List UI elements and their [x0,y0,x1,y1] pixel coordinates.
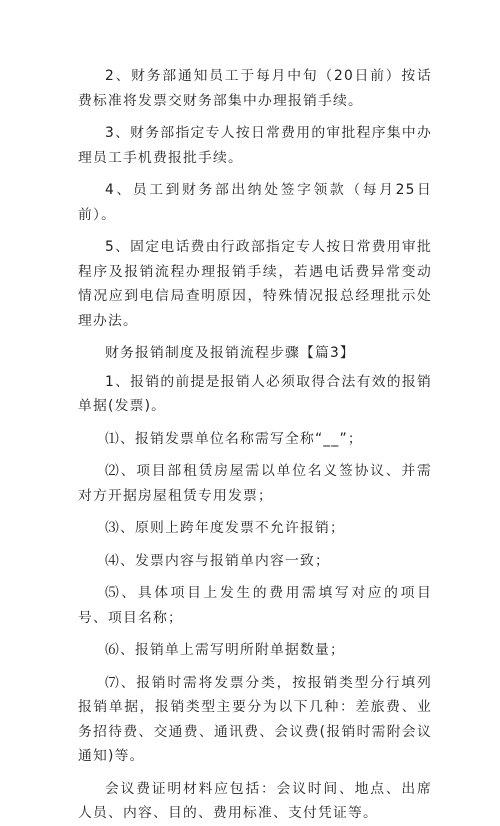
list-item-4: ⑷、发票内容与报销单内容一致； [105,552,330,569]
paragraph-3: 3、财务部指定专人按日常费用的审批程序集中办理员工手机费报批手续。 [78,125,432,166]
list-item-7: ⑺、报销时需将发票分类，按报销类型分行填列报销单据，报销类型主要分为以下几种：差旅费、业务招待费、交通费、通讯费、会议费(报销时需附会议通知)等。 [78,674,432,764]
paragraph-2: 2、财务部通知员工于每月中旬（20日前）按话费标准将发票交财务部集中办理报销手续。 [78,68,432,109]
document-body [78,64,432,826]
list-item-6: ⑹、报销单上需写明所附单据数量； [105,642,345,658]
meeting-fee-materials: 会议费证明材料应包括：会议时间、地点、出席人员、内容、目的、费用标准、支付凭证等。 [78,780,432,821]
section-heading: 财务报销制度及报销流程步骤【篇3】 [105,345,355,361]
paragraph-requirement-1: 1、报销的前提是报销人必须取得合法有效的报销单据(发票)。 [78,373,432,414]
paragraph-4: 4、员工到财务部出纳处签字领款（每月25日前）。 [78,182,432,223]
list-item-5: ⑸、具体项目上发生的费用需填写对应的项目号、项目名称； [78,585,432,626]
list-item-2: ⑵、项目部租赁房屋需以单位名义签协议、并需对方开据房屋租赁专用发票； [78,463,432,504]
paragraph-5: 5、固定电话费由行政部指定专人按日常费用审批程序及报销流程办理报销手续，若遇电话费异常变动情况应到电信局查明原因，特殊情况报总经理批示处理办法。 [78,239,432,329]
list-item-1: ⑴、报销发票单位名称需写全称“__”； [105,430,363,447]
list-item-3: ⑶、原则上跨年度发票不允许报销； [105,520,345,536]
